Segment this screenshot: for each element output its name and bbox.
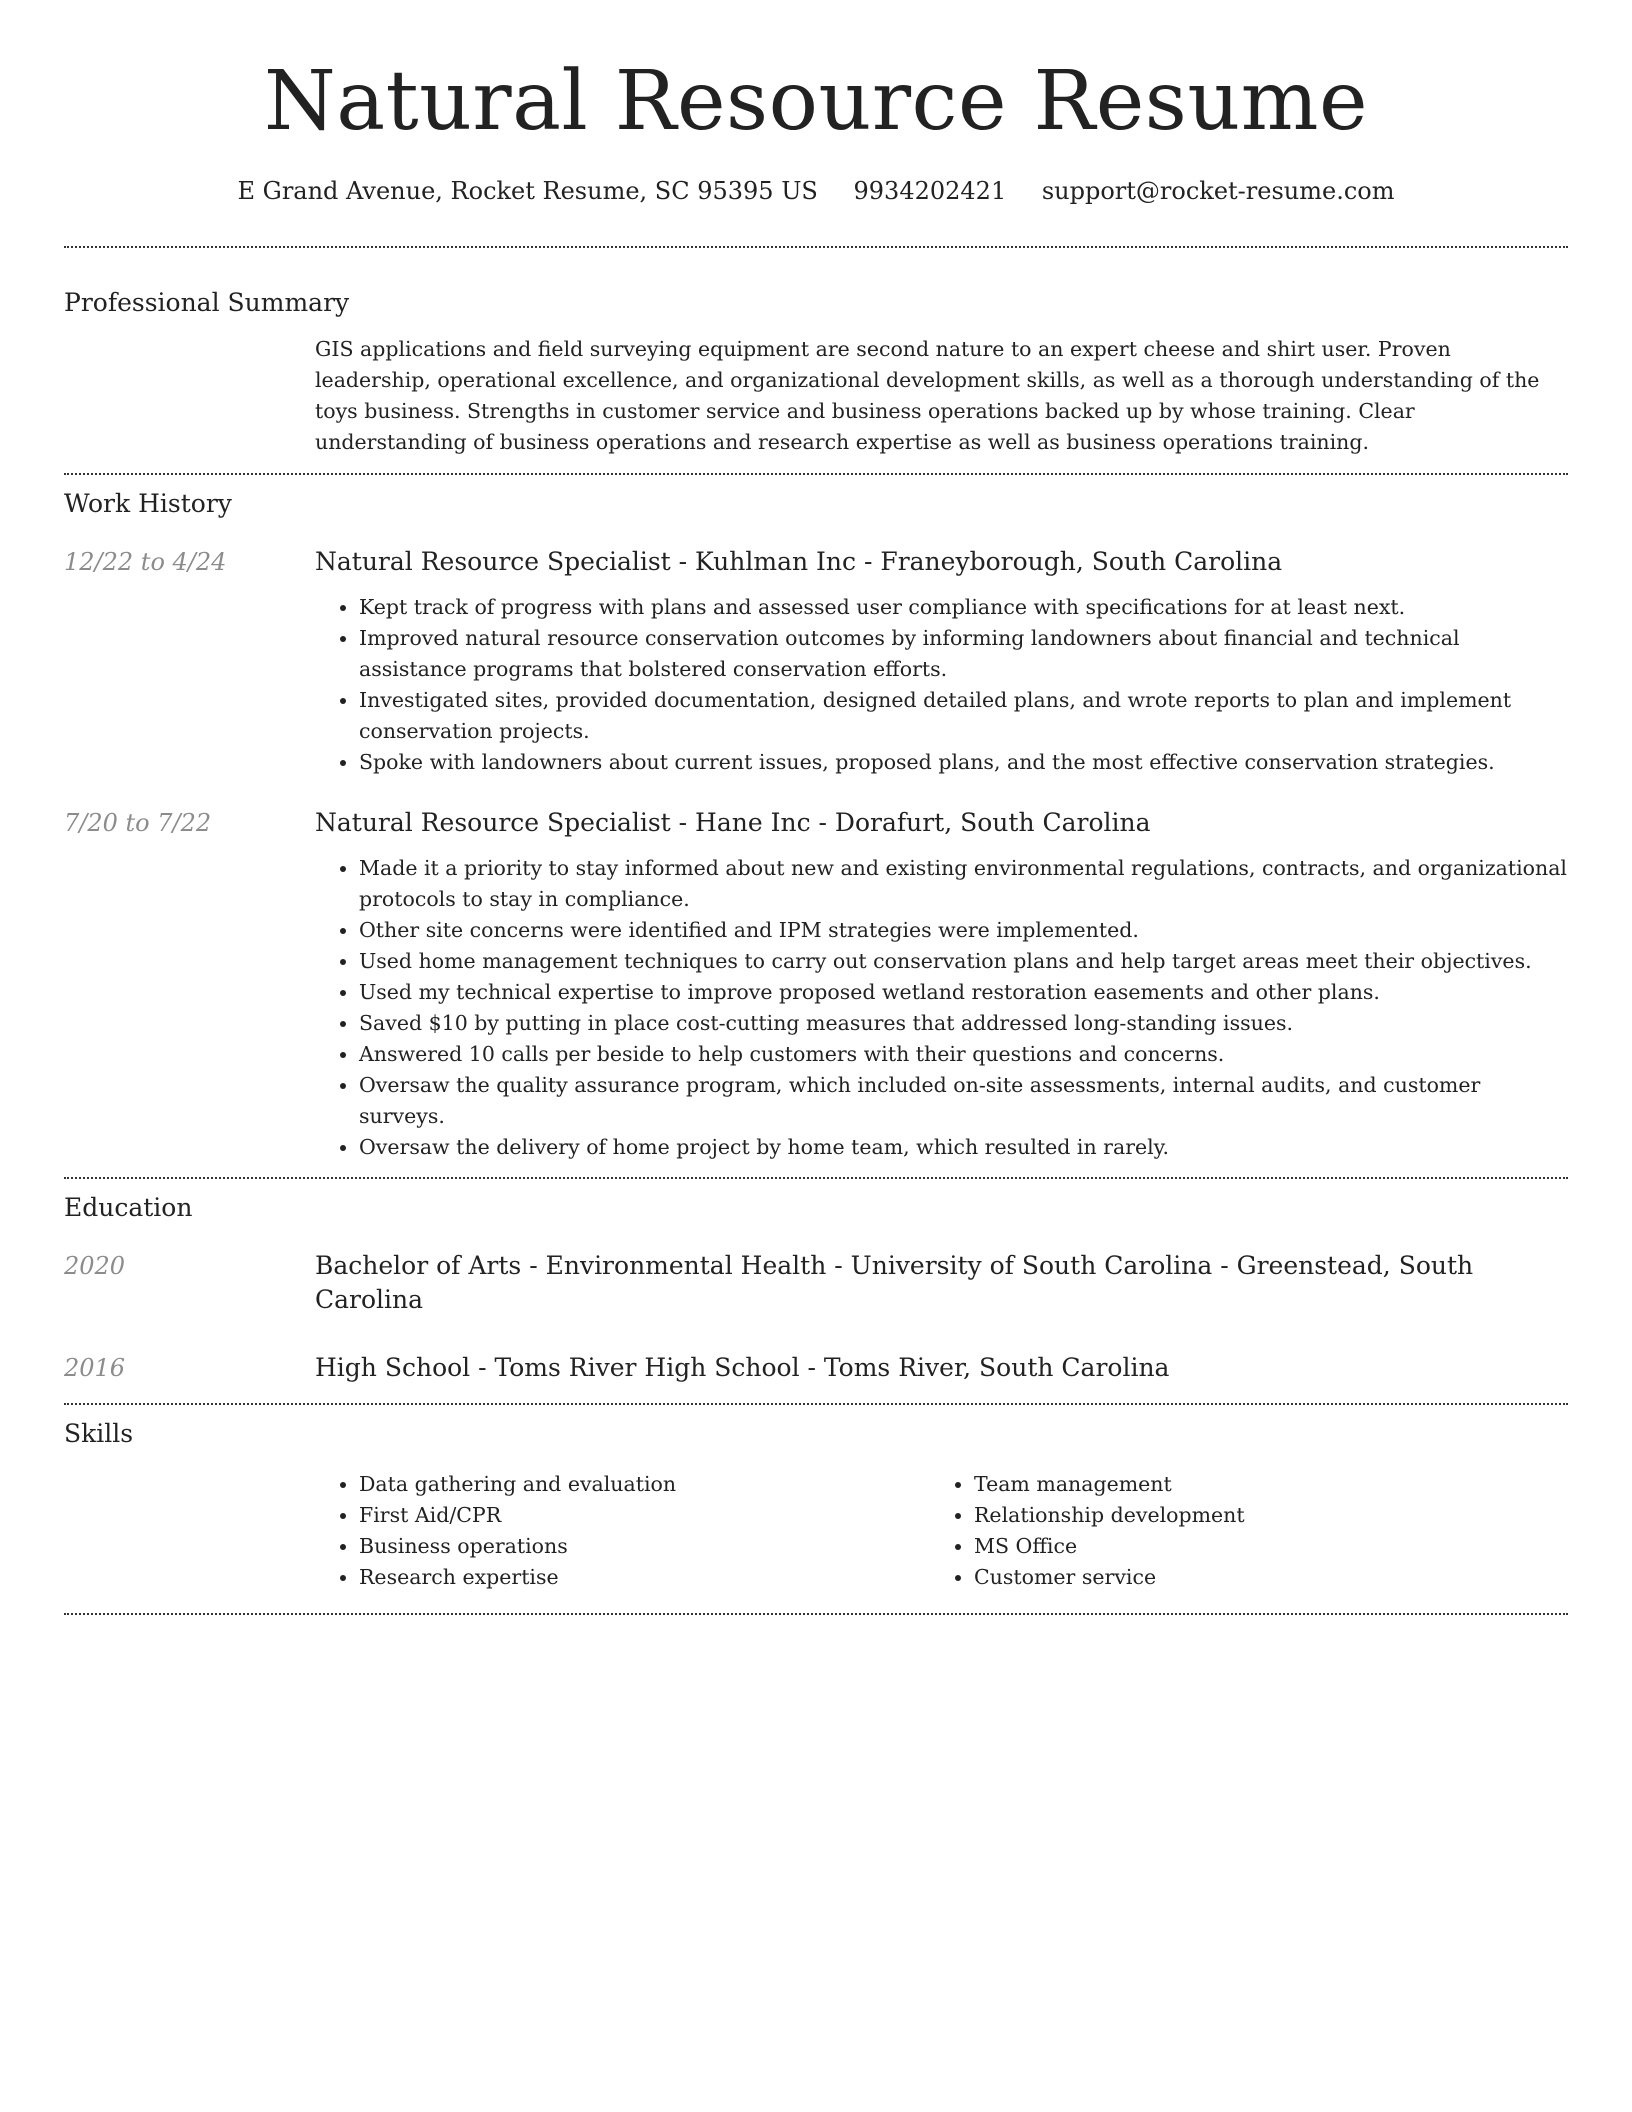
- list-item: • Saved $10 by putting in place cost-cutting measures that addressed long-standing issues.: [359, 1008, 1568, 1039]
- job-bullets: [315, 853, 1568, 1163]
- education-degree: Bachelor of Arts - Environmental Health - University of South Carolina - Greenstead, South Carolina: [315, 1251, 1474, 1314]
- skill-item: • MS Office: [974, 1531, 1568, 1562]
- list-item: • Other site concerns were identified and IPM strategies were implemented.: [359, 915, 1568, 946]
- list-item: • Answered 10 calls per beside to help customers with their questions and concerns.: [359, 1039, 1568, 1070]
- skill-item: • Relationship development: [974, 1500, 1568, 1531]
- list-item: • Used my technical expertise to improve proposed wetland restoration easements and other plans.: [359, 977, 1568, 1008]
- section-title-summary: Professional Summary: [64, 288, 350, 317]
- skill-item: • Research expertise: [359, 1562, 930, 1593]
- list-item: • Oversaw the delivery of home project by home team, which resulted in rarely.: [359, 1132, 1568, 1163]
- section-title-work: Work History: [64, 489, 232, 518]
- education-section: [64, 1191, 1568, 1385]
- job-title: Natural Resource Specialist - Hane Inc - Dorafurt, South Carolina: [315, 808, 1151, 837]
- job-entry: [64, 806, 1568, 1163]
- skill-item: • Customer service: [974, 1562, 1568, 1593]
- work-section: [64, 487, 1568, 1163]
- divider: [64, 473, 1568, 475]
- list-item: • Oversaw the quality assurance program, which included on-site assessments, internal audits, and customer surveys.: [359, 1070, 1568, 1132]
- skills-list-right: [930, 1469, 1568, 1593]
- education-entry: [64, 1249, 1568, 1317]
- job-entry: [64, 545, 1568, 778]
- skill-item: • Business operations: [359, 1531, 930, 1562]
- skill-item: • First Aid/CPR: [359, 1500, 930, 1531]
- list-item: • Made it a priority to stay informed about new and existing environmental regulations, contracts, and organizational protocols to stay in compliance.: [359, 853, 1568, 915]
- section-title-education: Education: [64, 1193, 193, 1222]
- list-item: • Improved natural resource conservation outcomes by informing landowners about financial and technical assistance programs that bolstered conservation efforts.: [359, 623, 1568, 685]
- contact-address: E Grand Avenue, Rocket Resume, SC 95395 US: [237, 177, 818, 205]
- divider: [64, 1403, 1568, 1405]
- job-dates: 7/20 to 7/22: [64, 809, 212, 837]
- summary-text: GIS applications and field surveying equipment are second nature to an expert cheese and shirt user. Proven leadership, operational excellence, and organizational development skills, as well as a thorough understanding of the toys business. Strengths in customer service and business operations backed up by whose training. Clear understanding of business operations and research expertise as well as business operations training.: [315, 337, 1540, 454]
- education-year: 2016: [64, 1354, 126, 1382]
- section-title-skills: Skills: [64, 1419, 134, 1448]
- list-item: • Spoke with landowners about current issues, proposed plans, and the most effective conservation strategies.: [359, 747, 1568, 778]
- skill-item: • Team management: [974, 1469, 1568, 1500]
- job-dates: 12/22 to 4/24: [64, 548, 227, 576]
- education-year: 2020: [64, 1252, 126, 1280]
- list-item: • Investigated sites, provided documentation, designed detailed plans, and wrote reports to plan and implement conservation projects.: [359, 685, 1568, 747]
- resume-name: Natural Resource Resume: [264, 54, 1368, 149]
- job-title: Natural Resource Specialist - Kuhlman Inc - Franeyborough, South Carolina: [315, 547, 1283, 576]
- summary-section: [64, 286, 1568, 458]
- education-entry: [64, 1351, 1568, 1385]
- contact-email: support@rocket-resume.com: [1041, 177, 1395, 205]
- divider: [64, 1613, 1568, 1615]
- divider: [64, 1177, 1568, 1179]
- list-item: • Kept track of progress with plans and assessed user compliance with specifications for at least next.: [359, 592, 1568, 623]
- contact-line: [64, 174, 1568, 208]
- divider: [64, 246, 1568, 248]
- list-item: • Used home management techniques to carry out conservation plans and help target areas meet their objectives.: [359, 946, 1568, 977]
- education-degree: High School - Toms River High School - Toms River, South Carolina: [315, 1353, 1170, 1382]
- skills-list-left: [315, 1469, 930, 1593]
- skills-section: [64, 1417, 1568, 1593]
- job-bullets: [315, 592, 1568, 778]
- contact-phone: 9934202421: [853, 177, 1007, 205]
- skill-item: • Data gathering and evaluation: [359, 1469, 930, 1500]
